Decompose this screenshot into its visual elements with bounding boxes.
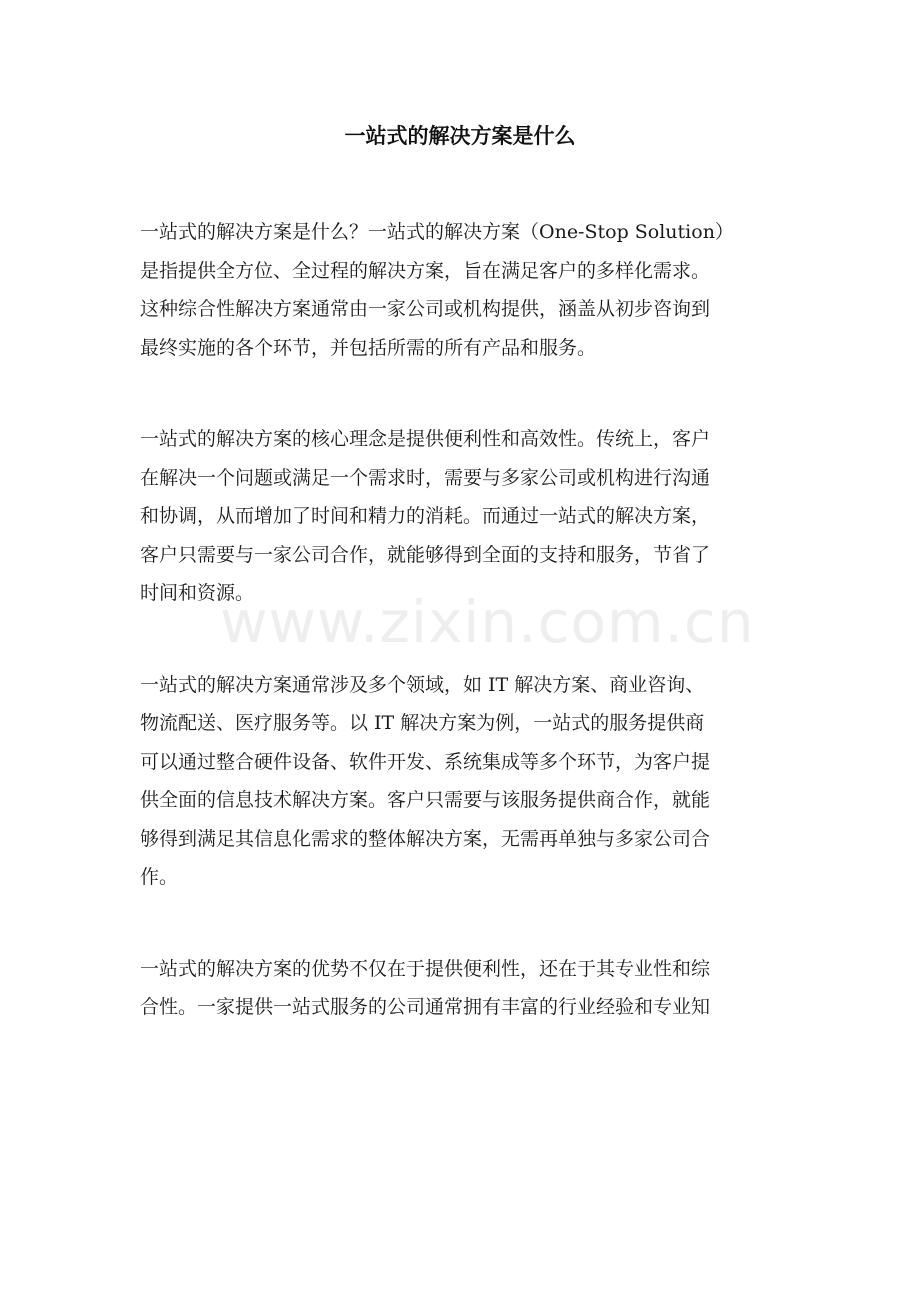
paragraph-line: 一站式的解决方案的核心理念是提供便利性和高效性。传统上，客户 <box>140 428 711 450</box>
paragraph-line: 客户只需要与一家公司合作，就能够得到全面的支持和服务，节省了 <box>140 543 711 566</box>
paragraph-line: 时间和资源。 <box>140 582 255 604</box>
paragraph-line: 一站式的解决方案是什么？一站式的解决方案（One-Stop Solution） <box>140 221 734 243</box>
paragraph-line: 这种综合性解决方案通常由一家公司或机构提供，涵盖从初步咨询到 <box>140 298 711 320</box>
paragraph-3 <box>140 666 790 897</box>
paragraph-2 <box>140 420 790 613</box>
paragraph-line: 一站式的解决方案的优势不仅在于提供便利性，还在于其专业性和综 <box>140 957 711 980</box>
paragraph-line: 最终实施的各个环节，并包括所需的所有产品和服务。 <box>140 336 597 359</box>
paragraph-line: 供全面的信息技术解决方案。客户只需要与该服务提供商合作，就能 <box>140 789 711 811</box>
paragraph-1 <box>140 213 790 367</box>
paragraph-line: 合性。一家提供一站式服务的公司通常拥有丰富的行业经验和专业知 <box>140 996 711 1018</box>
paragraph-4 <box>140 950 790 1027</box>
paragraph-line: 一站式的解决方案通常涉及多个领域，如 IT 解决方案、商业咨询、 <box>140 673 705 696</box>
paragraph-line: 物流配送、医疗服务等。以 IT 解决方案为例，一站式的服务提供商 <box>140 712 705 734</box>
paragraph-line: 够得到满足其信息化需求的整体解决方案，无需再单独与多家公司合 <box>140 827 711 850</box>
paragraph-line: 是指提供全方位、全过程的解决方案，旨在满足客户的多样化需求。 <box>140 259 711 282</box>
paragraph-line: 作。 <box>140 866 179 888</box>
paragraph-line: 在解决一个问题或满足一个需求时，需要与多家公司或机构进行沟通 <box>140 466 711 489</box>
paragraph-line: 可以通过整合硬件设备、软件开发、系统集成等多个环节，为客户提 <box>140 750 711 773</box>
paragraph-line: 和协调，从而增加了时间和精力的消耗。而通过一站式的解决方案， <box>140 505 711 527</box>
watermark: www.zixin.com.cn <box>220 588 755 656</box>
document-title: 一站式的解决方案是什么 <box>344 123 576 148</box>
document-body <box>140 213 790 1080</box>
